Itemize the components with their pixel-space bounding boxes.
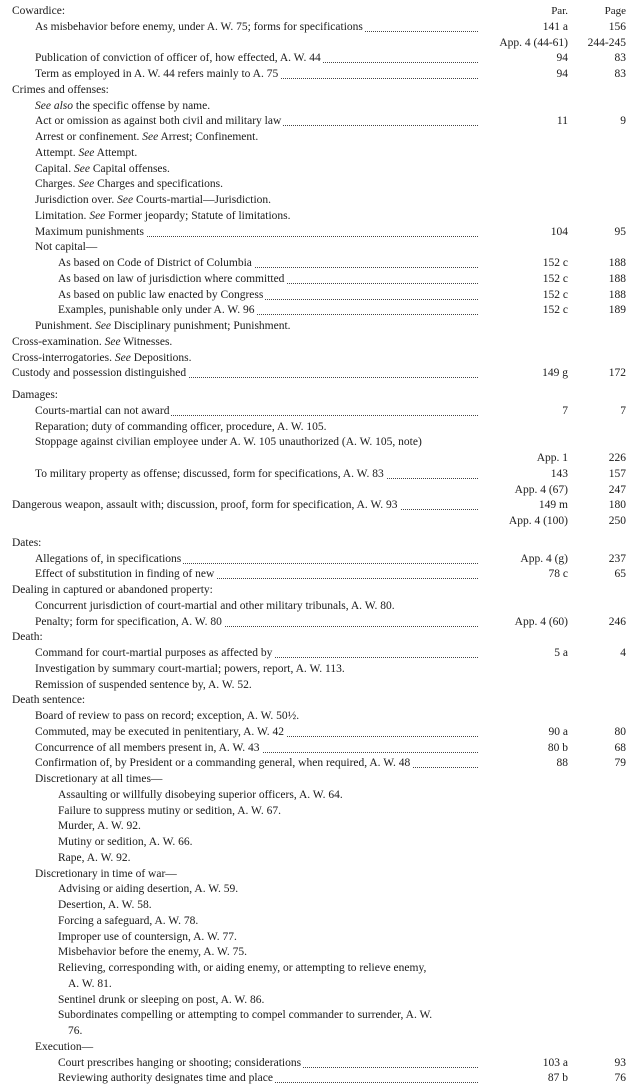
entry-text: Cross-interrogatories. See Depositions. [12, 351, 194, 367]
index-entry [0, 467, 640, 483]
page-ref: 244-245 [587, 36, 626, 49]
index-entry [0, 756, 640, 772]
page-ref: 65 [614, 568, 626, 581]
entry-text: Dates: [12, 536, 43, 552]
index-entry [0, 193, 640, 209]
entry-text: Assaulting or willfully disobeying superior officers, A. W. 64. [58, 788, 345, 804]
index-entry [0, 451, 640, 467]
entry-text: Misbehavior before the enemy, A. W. 75. [58, 945, 249, 961]
page-ref: 68 [614, 741, 626, 754]
entry-text: Court prescribes hanging or shooting; considerations [58, 1056, 303, 1072]
entry-text: Capital. See Capital offenses. [35, 162, 172, 178]
index-entry [0, 536, 640, 552]
entry-text: As misbehavior before enemy, under A. W. 75; forms for specifications [35, 20, 365, 36]
index-entry [0, 835, 640, 851]
page-ref: 95 [614, 225, 626, 238]
index-entry [0, 240, 640, 256]
page-ref: 246 [608, 615, 626, 628]
entry-text: Reparation; duty of commanding officer, procedure, A. W. 105. [35, 420, 329, 436]
entry-text: Penalty; form for specification, A. W. 80 [35, 615, 224, 631]
index-entry [0, 4, 640, 20]
entry-text: Not capital— [35, 240, 99, 256]
paragraph-ref: 149 g [542, 367, 568, 380]
index-entry [0, 977, 640, 993]
index-entry [0, 114, 640, 130]
index-entry [0, 404, 640, 420]
index-entry [0, 725, 640, 741]
paragraph-ref: 11 [556, 115, 568, 128]
index-entry [0, 514, 640, 530]
index-entry [0, 335, 640, 351]
index-entry [0, 388, 640, 404]
index-entry [0, 36, 640, 52]
entry-text: Damages: [12, 388, 60, 404]
entry-text: Dangerous weapon, assault with; discussion, proof, form for specification, A. W. 93 [12, 498, 400, 514]
index-entry [0, 435, 640, 451]
index-entry [0, 583, 640, 599]
index-entry [0, 256, 640, 272]
entry-text: Courts-martial can not award [35, 404, 171, 420]
index-entry [0, 788, 640, 804]
page-ref: 156 [608, 20, 626, 33]
page-ref: 247 [608, 483, 626, 496]
index-entry [0, 51, 640, 67]
index-entry [0, 882, 640, 898]
index-entry [0, 351, 640, 367]
paragraph-ref: 94 [556, 52, 568, 65]
index-entry [0, 599, 640, 615]
page-ref: 83 [614, 68, 626, 80]
page-ref: 180 [608, 499, 626, 512]
index-entry [0, 1008, 640, 1024]
paragraph-ref: App. 1 [536, 452, 568, 464]
entry-text: Limitation. See Former jeopardy; Statute of limitations. [35, 209, 293, 225]
index-entry [0, 819, 640, 835]
entry-text: Failure to suppress mutiny or sedition, A. W. 67. [58, 804, 283, 820]
index-entry [0, 693, 640, 709]
page-ref: 250 [608, 515, 626, 527]
paragraph-ref: 149 m [538, 499, 568, 512]
index-entry [0, 615, 640, 631]
index-entry [0, 961, 640, 977]
paragraph-ref: 143 [550, 467, 568, 480]
entry-text: Mutiny or sedition, A. W. 66. [58, 835, 195, 851]
entry-text: To military property as offense; discussed, form for specifications, A. W. 83 [35, 467, 386, 483]
entry-text: Allegations of, in specifications [35, 552, 183, 568]
index-entry [0, 709, 640, 725]
page-ref: 9 [620, 115, 626, 128]
paragraph-ref: 152 c [542, 257, 568, 269]
index-entry [0, 804, 640, 820]
index-entry [0, 366, 640, 382]
page-ref: 226 [608, 452, 626, 464]
paragraph-ref: 152 c [542, 304, 568, 317]
index-entry [0, 1071, 640, 1087]
paragraph-ref: 94 [556, 68, 568, 80]
index-entry [0, 99, 640, 115]
par-column-header: Par. [551, 5, 568, 17]
entry-text: Maximum punishments [35, 225, 146, 241]
page-ref: 7 [620, 404, 626, 417]
entry-text: Investigation by summary court-martial; powers, report, A. W. 113. [35, 662, 347, 678]
paragraph-ref: 78 c [548, 568, 568, 581]
index-entry [0, 420, 640, 436]
paragraph-ref: App. 4 (100) [508, 515, 568, 527]
page-ref: 188 [608, 257, 626, 269]
index-entry [0, 146, 640, 162]
index-entry [0, 498, 640, 514]
entry-text: Command for court-martial purposes as affected by [35, 646, 274, 662]
paragraph-ref: App. 4 (67) [514, 483, 568, 496]
entry-text: Punishment. See Disciplinary punishment; Punishment. [35, 319, 293, 335]
index-entry [0, 741, 640, 757]
index-entry [0, 177, 640, 193]
entry-text: Cowardice: [12, 4, 67, 20]
paragraph-ref: 88 [556, 757, 568, 770]
entry-text: Reviewing authority designates time and place [58, 1071, 275, 1087]
entry-text: Jurisdiction over. See Courts-martial—Jurisdiction. [35, 193, 273, 209]
index-entry [0, 303, 640, 319]
entry-text: Concurrent jurisdiction of court-martial and other military tribunals, A. W. 80. [35, 599, 397, 615]
page-ref: 188 [608, 288, 626, 301]
entry-text: Forcing a safeguard, A. W. 78. [58, 914, 200, 930]
entry-text: Arrest or confinement. See Arrest; Confinement. [35, 130, 260, 146]
page-column-header: Page [604, 5, 626, 17]
entry-text: Board of review to pass on record; exception, A. W. 50½. [35, 709, 301, 725]
index-entry [0, 288, 640, 304]
index-entry [0, 867, 640, 883]
index-entry [0, 67, 640, 83]
entry-text: As based on law of jurisdiction where committed [58, 272, 286, 288]
entry-text: Rape, A. W. 92. [58, 851, 133, 867]
index-entry [0, 851, 640, 867]
page-ref: 172 [608, 367, 626, 380]
index-entry [0, 898, 640, 914]
entry-text: As based on Code of District of Columbia [58, 256, 254, 272]
entry-text: Charges. See Charges and specifications. [35, 177, 225, 193]
entry-text: Execution— [35, 1040, 95, 1056]
index-entry [0, 83, 640, 99]
paragraph-ref: App. 4 (g) [520, 552, 568, 565]
paragraph-ref: 141 a [542, 20, 568, 33]
entry-text: Discretionary in time of war— [35, 867, 179, 883]
index-entry [0, 678, 640, 694]
paragraph-ref: 7 [562, 404, 568, 417]
index-entry [0, 567, 640, 583]
entry-text: Effect of substitution in finding of new [35, 567, 216, 583]
entry-text: Act or omission as against both civil and military law [35, 114, 283, 130]
paragraph-ref: 152 c [542, 288, 568, 301]
entry-text: Attempt. See Attempt. [35, 146, 139, 162]
entry-text: Stoppage against civilian employee under A. W. 105 unauthorized (A. W. 105, note) [35, 435, 424, 451]
index-entry [0, 930, 640, 946]
index-entry [0, 225, 640, 241]
index-entry [0, 20, 640, 36]
page-ref: 79 [614, 757, 626, 770]
index-entry [0, 945, 640, 961]
entry-text: Commuted, may be executed in penitentiary, A. W. 42 [35, 725, 286, 741]
page-ref: 188 [608, 272, 626, 285]
index-entry [0, 993, 640, 1009]
entry-text: Concurrence of all members present in, A. W. 43 [35, 741, 262, 757]
entry-text: Death: [12, 630, 45, 646]
page-ref: 189 [608, 304, 626, 317]
entry-text: Custody and possession distinguished [12, 366, 188, 382]
entry-text: Murder, A. W. 92. [58, 819, 143, 835]
index-entry [0, 1056, 640, 1072]
index-page [0, 4, 640, 1087]
index-entry [0, 1040, 640, 1056]
index-entry [0, 319, 640, 335]
index-entry [0, 209, 640, 225]
entry-text: Confirmation of, by President or a commanding general, when required, A. W. 48 [35, 756, 412, 772]
entry-text: See also the specific offense by name. [35, 99, 212, 115]
entry-text: Examples, punishable only under A. W. 96 [58, 303, 256, 319]
page-ref: 76 [614, 1072, 626, 1085]
page-ref: 4 [620, 647, 626, 659]
entry-text: Cross-examination. See Witnesses. [12, 335, 174, 351]
paragraph-ref: App. 4 (44-61) [499, 36, 568, 49]
index-entry [0, 914, 640, 930]
paragraph-ref: 87 b [547, 1072, 568, 1085]
entry-text: As based on public law enacted by Congress [58, 288, 265, 304]
paragraph-ref: 90 a [548, 725, 568, 738]
paragraph-ref: 103 a [542, 1056, 568, 1069]
paragraph-ref: App. 4 (60) [514, 615, 568, 628]
entry-text: Discretionary at all times— [35, 772, 164, 788]
index-entry [0, 272, 640, 288]
entry-text: Desertion, A. W. 58. [58, 898, 154, 914]
entry-text: Sentinel drunk or sleeping on post, A. W. 86. [58, 993, 266, 1009]
page-ref: 83 [614, 52, 626, 65]
paragraph-ref: 104 [550, 225, 568, 238]
index-entry [0, 772, 640, 788]
index-entry [0, 646, 640, 662]
page-ref: 80 [614, 725, 626, 738]
entry-text: Subordinates compelling or attempting to compel commander to surrender, A. W. [58, 1008, 434, 1024]
entry-text: Publication of conviction of officer of, how effected, A. W. 44 [35, 51, 323, 67]
entry-text: Improper use of countersign, A. W. 77. [58, 930, 239, 946]
paragraph-ref: 152 c [542, 272, 568, 285]
index-entry [0, 1024, 640, 1040]
paragraph-ref: 5 a [554, 647, 568, 659]
entry-text: Crimes and offenses: [12, 83, 111, 99]
entry-text: Term as employed in A. W. 44 refers mainly to A. 75 [35, 67, 280, 83]
page-ref: 237 [608, 552, 626, 565]
entry-text: Death sentence: [12, 693, 87, 709]
entry-text: Advising or aiding desertion, A. W. 59. [58, 882, 240, 898]
entry-text: Dealing in captured or abandoned property: [12, 583, 215, 599]
entry-text: Remission of suspended sentence by, A. W. 52. [35, 678, 254, 694]
index-entry [0, 162, 640, 178]
page-ref: 93 [614, 1056, 626, 1069]
paragraph-ref: 80 b [547, 741, 568, 754]
entry-text: Relieving, corresponding with, or aiding enemy, or attempting to relieve enemy, [58, 961, 428, 977]
entry-text: 76. [68, 1024, 84, 1040]
index-entry [0, 630, 640, 646]
index-entry [0, 483, 640, 499]
index-entry [0, 130, 640, 146]
page-ref: 157 [608, 467, 626, 480]
entry-text: A. W. 81. [68, 977, 114, 993]
index-entry [0, 662, 640, 678]
index-entry [0, 552, 640, 568]
